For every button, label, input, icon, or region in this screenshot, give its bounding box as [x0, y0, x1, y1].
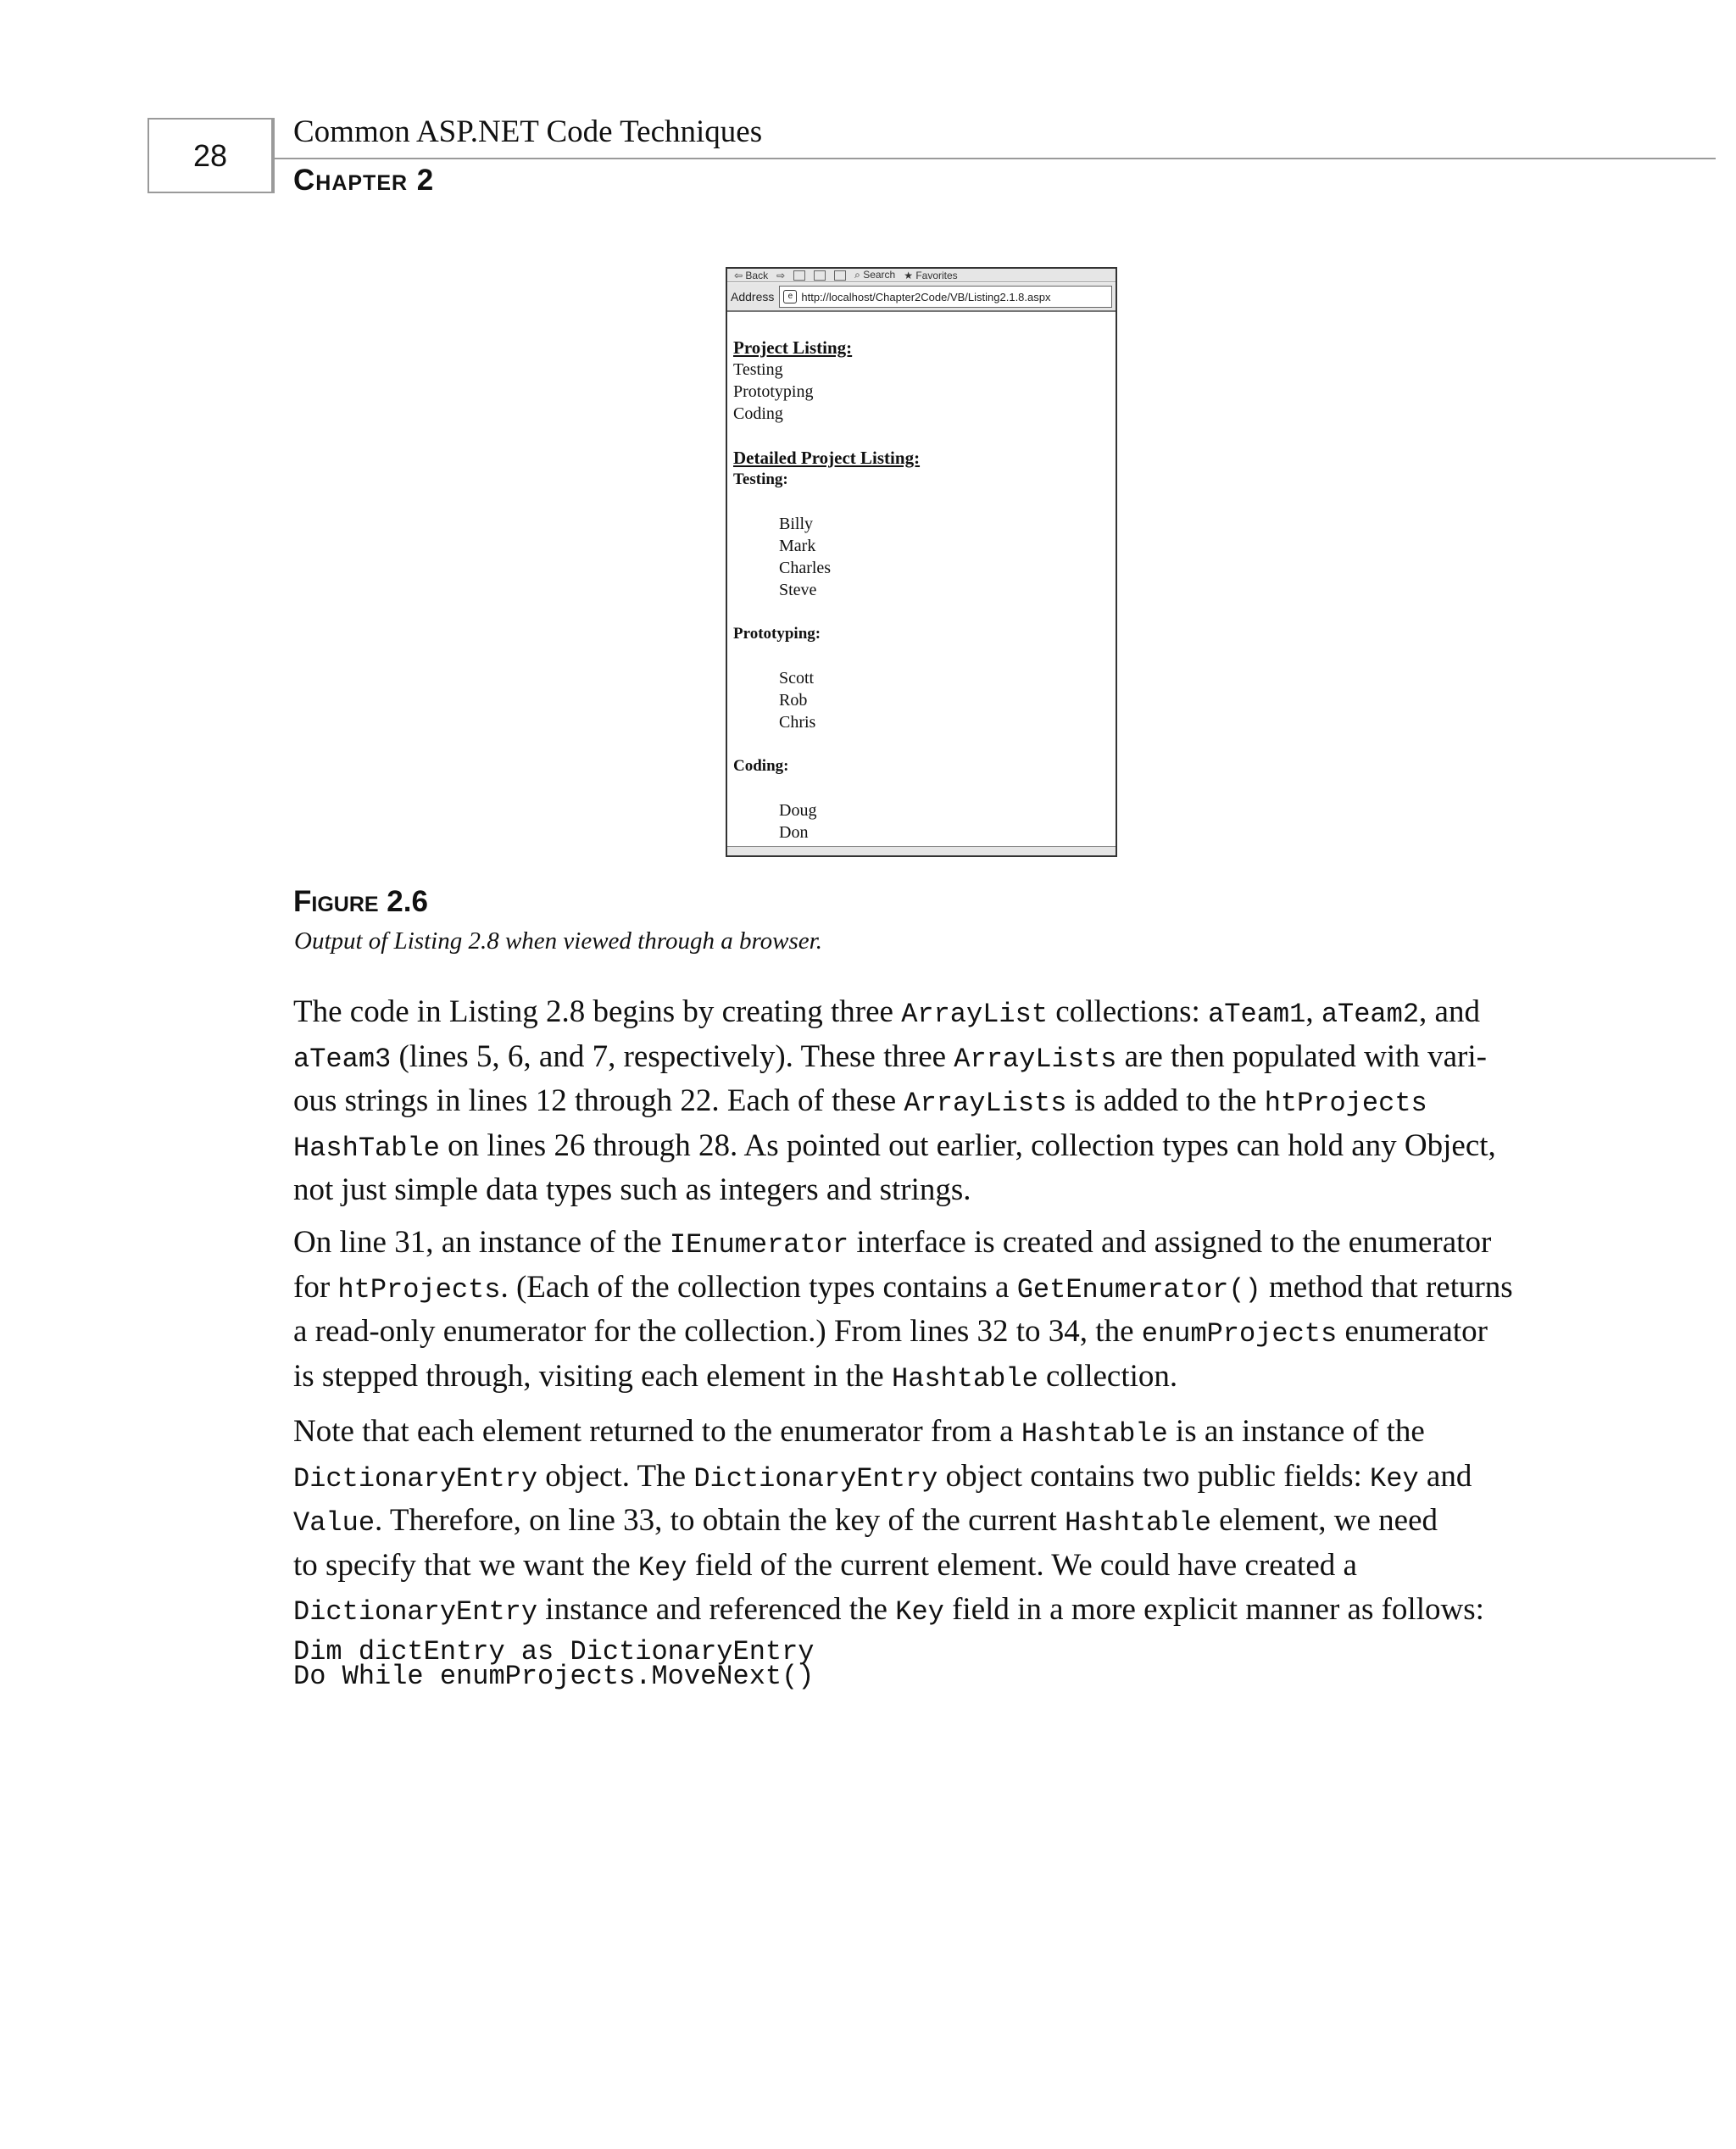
text-run: interface is created and assigned to the enumerator	[849, 1225, 1492, 1260]
code-term: enumProjects	[1141, 1318, 1338, 1350]
text-run: is stepped through, visiting each element in the	[293, 1358, 892, 1394]
code-block	[293, 1636, 815, 1692]
text-run: , and	[1419, 994, 1480, 1029]
stop-icon[interactable]	[793, 270, 805, 281]
member-item: Rob	[779, 691, 808, 710]
project-item: Coding	[733, 404, 783, 423]
member-item: Don	[779, 823, 809, 842]
text-run: and	[1418, 1458, 1472, 1494]
address-bar	[727, 283, 1116, 312]
address-field[interactable]	[779, 286, 1112, 308]
favorites-button[interactable]: ★ Favorites	[904, 269, 958, 281]
text-run: . (Each of the collection types contains a	[500, 1269, 1017, 1305]
code-term: Hashtable	[1021, 1418, 1168, 1450]
text-run: object. The	[537, 1458, 694, 1494]
code-term: aTeam2	[1321, 999, 1420, 1030]
code-term: Hashtable	[1065, 1507, 1211, 1539]
text-run: are then populated with vari-	[1116, 1038, 1487, 1074]
member-item: Scott	[779, 669, 815, 688]
code-term: aTeam1	[1208, 999, 1306, 1030]
code-term: Key	[637, 1551, 687, 1584]
text-run: is added to the	[1066, 1083, 1265, 1118]
browser-toolbar	[727, 269, 1116, 282]
paragraph-2	[293, 1222, 1548, 1400]
address-url: http://localhost/Chapter2Code/VB/Listing2.1.8.aspx	[801, 290, 1051, 303]
code-term: htProjects	[337, 1273, 501, 1306]
page-icon: e	[783, 290, 797, 303]
text-run: On line 31, an instance of the	[293, 1225, 670, 1260]
refresh-icon[interactable]	[814, 270, 826, 281]
group-heading: Testing:	[733, 470, 788, 488]
text-run: enumerator	[1337, 1314, 1488, 1349]
code-term: DictionaryEntry	[293, 1596, 538, 1628]
text-run: (lines 5, 6, and 7, respectively). These three	[391, 1038, 954, 1074]
group-heading: Prototyping:	[733, 625, 821, 643]
text-run: collection.	[1038, 1358, 1178, 1394]
text-run: ous strings in lines 12 through 22. Each of these	[293, 1083, 904, 1118]
member-item: Doug	[779, 801, 817, 820]
code-line: Do While enumProjects.MoveNext()	[293, 1661, 815, 1692]
page-number: 28	[147, 118, 273, 193]
text-run: instance and referenced the	[537, 1592, 896, 1627]
code-term: Value	[293, 1507, 376, 1539]
text-run: method that returns	[1260, 1269, 1513, 1305]
code-term: ArrayList	[901, 999, 1049, 1030]
member-item: Steve	[779, 581, 817, 599]
member-item: Mark	[779, 537, 816, 555]
code-term: htProjects	[1264, 1088, 1427, 1119]
code-term: aTeam3	[293, 1043, 392, 1075]
detailed-listing-heading: Detailed Project Listing:	[733, 448, 921, 468]
running-title: Common ASP.NET Code Techniques	[293, 114, 763, 149]
text-run: element, we need	[1210, 1503, 1438, 1538]
header-divider-horizontal	[273, 158, 1716, 159]
code-term: ArrayLists	[904, 1088, 1067, 1119]
member-item: Billy	[779, 515, 814, 533]
text-run: field in a more explicit manner as follows:	[943, 1592, 1484, 1627]
code-term: HashTable	[293, 1132, 440, 1164]
text-run: for	[293, 1269, 338, 1305]
text-run: object contains two public fields:	[938, 1458, 1371, 1494]
text-run: collections:	[1048, 994, 1209, 1029]
back-label: Back	[745, 269, 769, 281]
code-line: Dim dictEntry as DictionaryEntry	[293, 1636, 815, 1667]
paragraph-1	[293, 991, 1548, 1211]
forward-icon[interactable]: ⇨	[776, 269, 786, 281]
text-run: on lines 26 through 28. As pointed out earlier, collection types can hold any Object,	[439, 1127, 1496, 1163]
browser-screenshot	[726, 267, 1117, 857]
search-button[interactable]: ⌕ Search	[854, 269, 896, 281]
header-divider-vertical	[273, 118, 275, 193]
code-term: DictionaryEntry	[293, 1462, 538, 1495]
chapter-label: Chapter 2	[293, 164, 435, 197]
figure-label: Figure 2.6	[293, 885, 428, 918]
member-item: Charles	[779, 559, 832, 577]
text-line: not just simple data types such as integers and strings.	[293, 1172, 971, 1207]
code-term: DictionaryEntry	[693, 1462, 938, 1495]
figure-caption: Output of Listing 2.8 when viewed through a browser.	[294, 927, 822, 955]
code-term: ArrayLists	[954, 1043, 1117, 1075]
project-item: Testing	[733, 360, 783, 379]
address-label: Address	[731, 290, 775, 303]
text-run: The code in Listing 2.8 begins by creating three	[293, 994, 902, 1029]
code-term: IEnumerator	[669, 1229, 849, 1261]
text-run: to specify that we want the	[293, 1547, 638, 1583]
code-term: Key	[895, 1596, 944, 1628]
text-run: is an instance of the	[1167, 1414, 1425, 1449]
text-run: ,	[1305, 994, 1321, 1029]
favorites-label: Favorites	[915, 269, 958, 281]
search-label: Search	[863, 269, 896, 281]
code-term: Key	[1370, 1462, 1419, 1495]
project-listing-heading: Project Listing:	[733, 337, 853, 358]
member-item: Chris	[779, 713, 816, 732]
home-icon[interactable]	[834, 270, 846, 281]
text-run: Note that each element returned to the enumerator from a	[293, 1414, 1021, 1449]
project-item: Prototyping	[733, 382, 814, 401]
paragraph-3	[293, 1411, 1548, 1634]
code-term: Hashtable	[891, 1362, 1038, 1395]
code-term: GetEnumerator()	[1016, 1273, 1261, 1306]
browser-content	[733, 337, 1110, 843]
back-button[interactable]: ⇦ Back	[734, 269, 769, 281]
text-run: field of the current element. We could have created a	[687, 1547, 1357, 1583]
text-run: a read-only enumerator for the collection.) From lines 32 to 34, the	[293, 1314, 1142, 1349]
status-bar	[727, 846, 1116, 855]
text-run: . Therefore, on line 33, to obtain the key of the current	[375, 1503, 1066, 1538]
group-heading: Coding:	[733, 757, 789, 775]
